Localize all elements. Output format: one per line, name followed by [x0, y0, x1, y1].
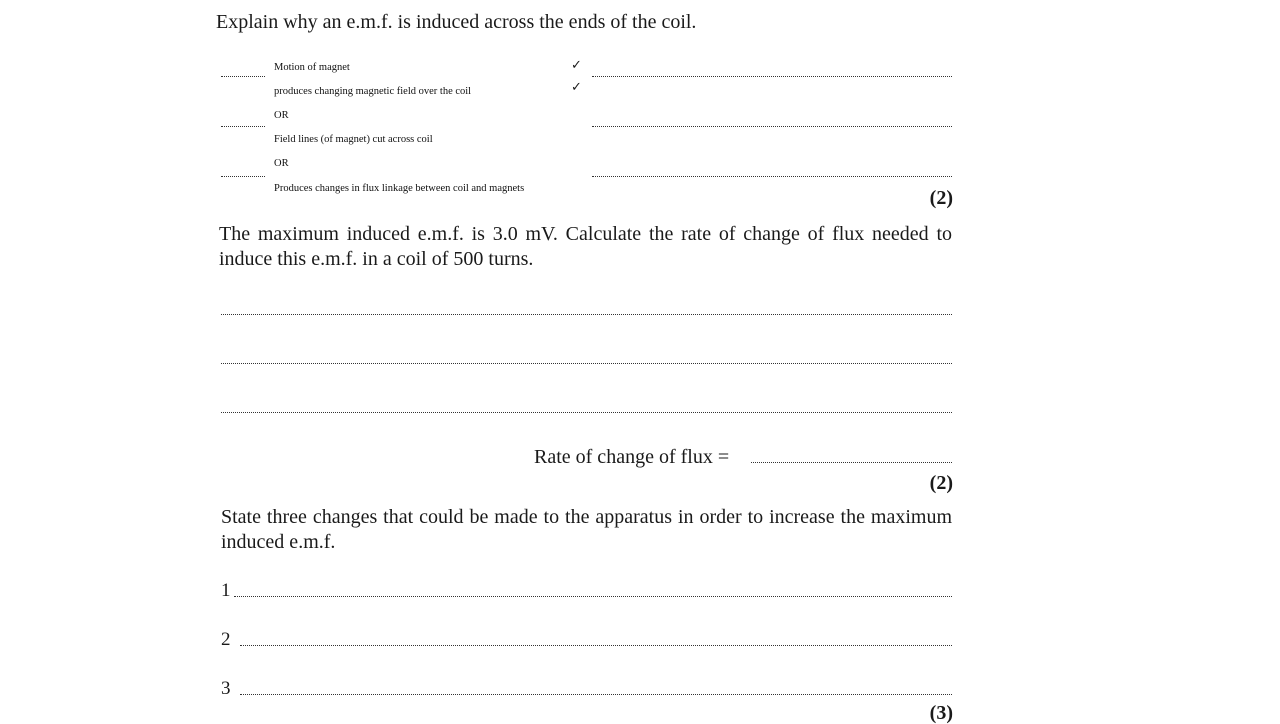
answer-text-line: Field lines (of magnet) cut across coil: [274, 134, 433, 145]
answer-text-line: Produces changes in flux linkage between coil and magnets: [274, 183, 525, 194]
result-label: Rate of change of flux =: [534, 446, 730, 468]
marks-b: (2): [929, 472, 953, 494]
answer-line-c3[interactable]: [240, 694, 952, 695]
tick-mark: ✓: [571, 58, 582, 73]
answer-line-c2[interactable]: [240, 645, 952, 646]
answer-line-a2-left[interactable]: [221, 126, 265, 127]
item-number: 1: [221, 580, 231, 601]
answer-line-a1-right[interactable]: [592, 76, 952, 77]
marks-c: (3): [929, 702, 953, 724]
tick-mark: ✓: [571, 80, 582, 95]
question-c-text: State three changes that could be made to the apparatus in order to increase the maximum induced e.m.f.: [221, 506, 952, 553]
answer-text-line: OR: [274, 158, 289, 169]
answer-line-a3-left[interactable]: [221, 176, 265, 177]
marks-a: (2): [929, 187, 953, 209]
question-b-text: The maximum induced e.m.f. is 3.0 mV. Calculate the rate of change of flux needed to induce this e.m.f. in a coil of 500 turns.: [219, 223, 952, 270]
question-a-text: Explain why an e.m.f. is induced across the ends of the coil.: [216, 11, 697, 33]
answer-line-c1[interactable]: [234, 596, 952, 597]
answer-text-line: OR: [274, 110, 289, 121]
item-number: 3: [221, 678, 231, 699]
answer-line-a3-right[interactable]: [592, 176, 952, 177]
result-answer-line[interactable]: [751, 462, 952, 463]
item-number: 2: [221, 629, 231, 650]
working-line-1[interactable]: [221, 314, 952, 315]
answer-text-line: produces changing magnetic field over the coil: [274, 86, 472, 97]
answer-text-line: Motion of magnet: [274, 62, 350, 73]
answer-line-a1-left[interactable]: [221, 76, 265, 77]
working-line-2[interactable]: [221, 363, 952, 364]
answer-line-a2-right[interactable]: [592, 126, 952, 127]
working-line-3[interactable]: [221, 412, 952, 413]
